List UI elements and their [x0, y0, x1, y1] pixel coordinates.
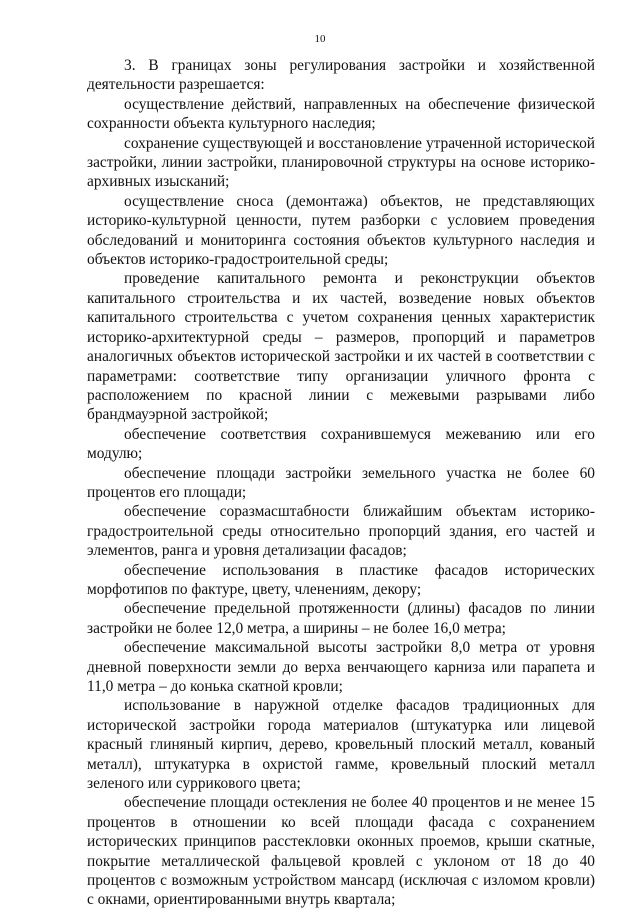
paragraph-building-area: обеспечение площади застройки земельного участка не более 60 процентов его площади;: [87, 464, 595, 501]
paragraph-physical-preservation: осуществление действий, направленных на обеспечение физической сохранности объекта культурного наследия;: [87, 95, 595, 133]
paragraph-restoration: сохранение существующей и восстановление утраченной исторической застройки, линии застройки, планировочной структуры на основе историко-архивных изысканий;: [87, 134, 595, 191]
paragraph-glazing: обеспечение площади остекления не более 40 процентов и не менее 15 процентов в отношении ко всей площади фасада с сохранением исторических принципов расстекловки оконных проемов, крыши скатные, покрытие металлической фальцевой кровлей с уклоном от 18 до 40 процентов с возможным устройством мансард (исключая с изломом кровли) с окнами, ориентированными внутрь квартала;: [87, 794, 595, 909]
page-number: 10: [314, 33, 326, 45]
paragraph-surveying: обеспечение соответствия сохранившемуся межеванию или его модулю;: [87, 425, 595, 463]
paragraph-max-height: обеспечение максимальной высоты застройки 8,0 метра от уровня дневной поверхности земли до верха венчающего карниза или парапета и 11,0 метра – до конька скатной кровли;: [87, 639, 595, 695]
document-body: [87, 56, 595, 910]
paragraph-materials: использование в наружной отделке фасадов традиционных для исторической застройки города материалов (штукатурка или лицевой красный глиняный кирпич, дерево, кровельный плоский металл, кованый металл), штукатурка в охристой гамме, кровельный плоский металл зеленого или суррикового цвета;: [87, 697, 595, 793]
paragraph-capital-repair: проведение капитального ремонта и реконструкции объектов капитального строительства и их частей, возведение новых объектов капитального строительства с учетом сохранения ценных характеристик историко-архитектурной среды – размеров, пропорций и параметров аналогичных объектов исторической застройки и их частей в соответствии с параметрами: соответствие типу организации уличного фронта с расположением по красной линии с межевыми разрывами либо брандмауэрной застройкой;: [87, 270, 595, 424]
paragraph-facade-length: обеспечение предельной протяженности (длины) фасадов по линии застройки не более 12,0 метра, а ширины – не более 16,0 метра;: [87, 600, 595, 637]
paragraph-facade-morphotypes: обеспечение использования в пластике фасадов исторических морфотипов по фактуре, цвету, членениям, декору;: [87, 561, 595, 598]
paragraph-demolition: осуществление сноса (демонтажа) объектов, не представляющих историко-культурной ценности, путем разборки с условием проведения обследований и мониторинга состояния объектов культурного наследия и объектов историко-градостроительной среды;: [87, 192, 595, 269]
paragraph-intro: 3. В границах зоны регулирования застройки и хозяйственной деятельности разрешается:: [87, 57, 595, 94]
paragraph-scale: обеспечение соразмасштабности ближайшим объектам историко-градостроительной среды относительно пропорций здания, его частей и элементов, ранга и уровня детализации фасадов;: [87, 503, 595, 560]
